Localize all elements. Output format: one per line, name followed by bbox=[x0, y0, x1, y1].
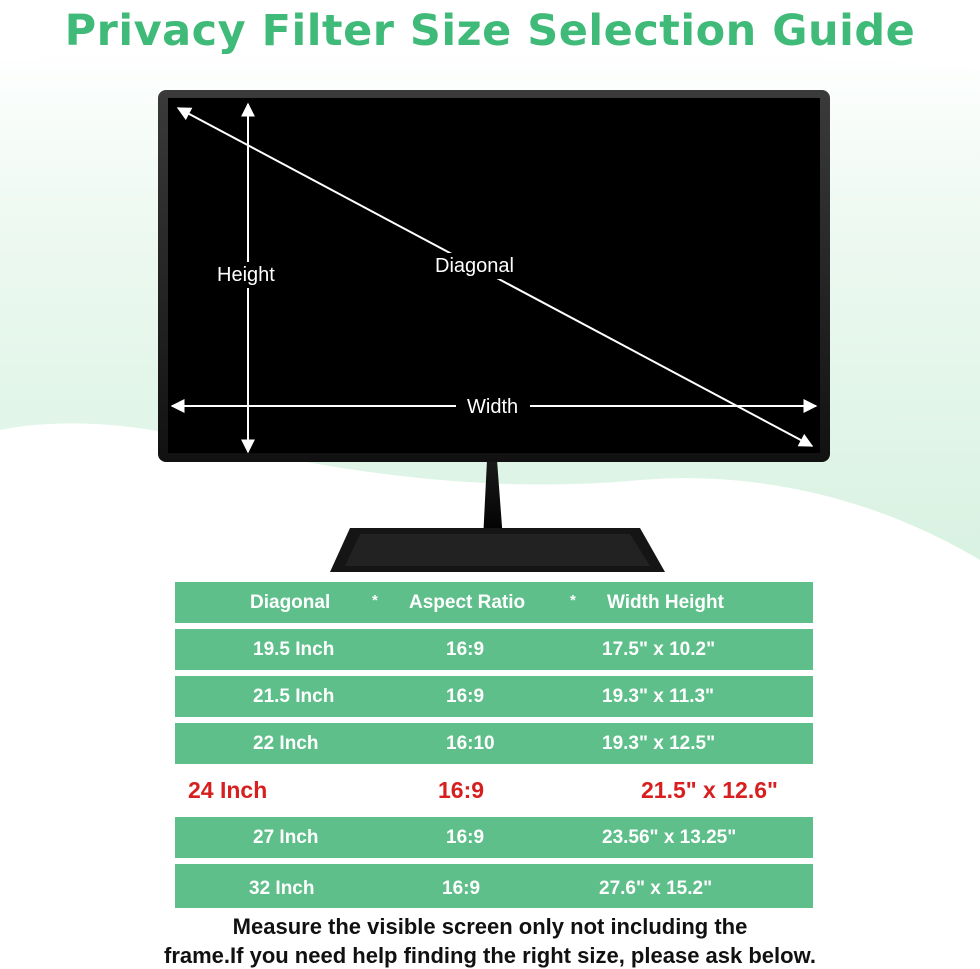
header-aspect-ratio: Aspect Ratio bbox=[409, 592, 526, 613]
table-row bbox=[175, 864, 813, 908]
row-aspect-ratio: 16:9 bbox=[446, 686, 485, 707]
row-diagonal: 19.5 Inch bbox=[253, 639, 335, 660]
page-title: Privacy Filter Size Selection Guide bbox=[64, 6, 916, 56]
table-row bbox=[175, 723, 813, 764]
row-aspect-ratio: 16:9 bbox=[446, 827, 485, 848]
row-diagonal: 27 Inch bbox=[253, 827, 319, 848]
row-width-height: 21.5" x 12.6" bbox=[641, 777, 778, 803]
header-width-height: Width Height bbox=[607, 592, 724, 613]
row-aspect-ratio: 16:10 bbox=[446, 733, 495, 754]
table-row bbox=[175, 676, 813, 717]
row-aspect-ratio: 16:9 bbox=[438, 777, 485, 803]
row-width-height: 27.6" x 15.2" bbox=[599, 878, 713, 899]
table-row-highlighted bbox=[175, 770, 813, 811]
row-diagonal: 32 Inch bbox=[249, 878, 315, 899]
width-label: Width bbox=[467, 396, 519, 418]
row-diagonal: 24 Inch bbox=[188, 777, 268, 803]
row-diagonal: 22 Inch bbox=[253, 733, 319, 754]
row-aspect-ratio: 16:9 bbox=[442, 878, 481, 899]
table-header bbox=[175, 582, 813, 623]
header-separator: * bbox=[372, 592, 378, 609]
header-diagonal: Diagonal bbox=[250, 592, 331, 613]
height-label: Height bbox=[217, 264, 275, 286]
diagonal-label: Diagonal bbox=[435, 255, 514, 277]
row-width-height: 23.56" x 13.25" bbox=[602, 827, 737, 848]
header-separator: * bbox=[570, 592, 576, 609]
row-aspect-ratio: 16:9 bbox=[446, 639, 485, 660]
note-line-1: Measure the visible screen only not including the bbox=[232, 914, 748, 939]
table-row bbox=[175, 817, 813, 858]
row-width-height: 19.3" x 11.3" bbox=[602, 686, 715, 707]
row-width-height: 19.3" x 12.5" bbox=[602, 733, 716, 754]
row-diagonal: 21.5 Inch bbox=[253, 686, 335, 707]
note-line-2: frame.If you need help finding the right size, please ask below. bbox=[164, 943, 816, 968]
row-width-height: 17.5" x 10.2" bbox=[602, 639, 716, 660]
table-row bbox=[175, 629, 813, 670]
